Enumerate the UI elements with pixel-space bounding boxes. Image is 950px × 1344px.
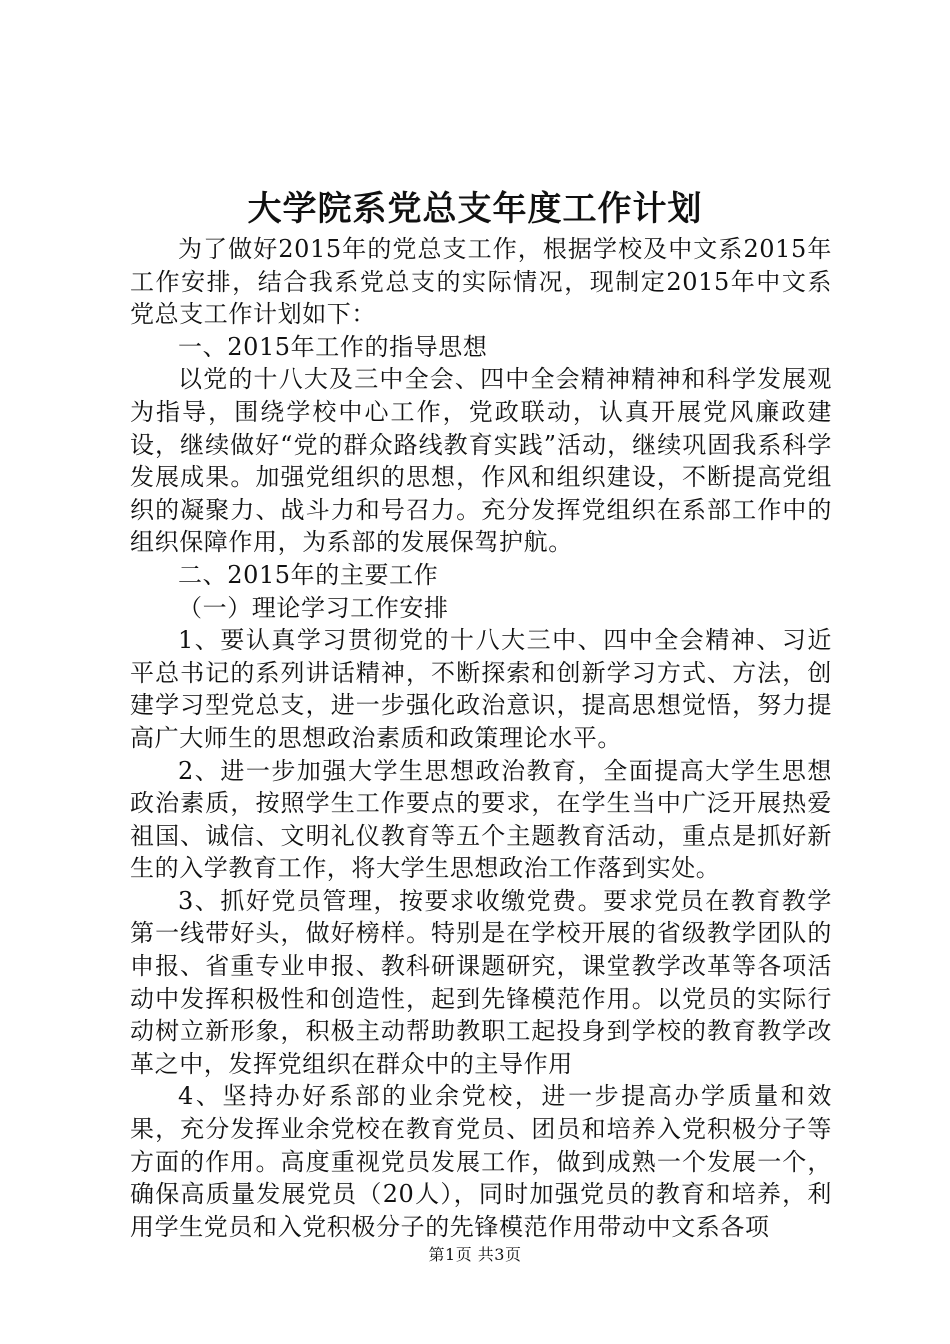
section-heading-guiding-ideology: 一、2015年工作的指导思想 bbox=[178, 332, 488, 361]
document-title: 大学院系党总支年度工作计划 bbox=[247, 189, 703, 229]
page-footer: 第1页 共3页 bbox=[428, 1245, 522, 1264]
subsection-heading-theory-study: （一）理论学习工作安排 bbox=[178, 593, 449, 622]
work-item-paragraph-1: 1、要认真学习贯彻党的十八大三中、四中全会精神、习近平总书记的系列讲话精神，不断探索和创新学习方式、方法，创建学习型党总支，进一步强化政治意识，提高思想觉悟，努力提高广大师生的思想政治素质和政策理论水平。 bbox=[130, 626, 832, 752]
section-heading-main-work: 二、2015年的主要工作 bbox=[178, 560, 439, 589]
work-item-paragraph-4: 4、坚持办好系部的业余党校，进一步提高办学质量和效果，充分发挥业余党校在教育党员、团员和培养入党积极分子等方面的作用。高度重视党员发展工作，做到成熟一个发展一个，确保高质量发展党员（20人），同时加强党员的教育和培养，利用学生党员和入党积极分子的先锋模范作用带动中文系各项 bbox=[130, 1082, 832, 1241]
intro-paragraph: 为了做好2015年的党总支工作，根据学校及中文系2015年工作安排，结合我系党总支的实际情况，现制定2015年中文系党总支工作计划如下： bbox=[130, 235, 832, 329]
document-body bbox=[130, 233, 832, 1243]
guiding-ideology-paragraph: 以党的十八大及三中全会、四中全会精神精神和科学发展观为指导，围绕学校中心工作，党政联动，认真开展党风廉政建设，继续做好“党的群众路线教育实践”活动，继续巩固我系科学发展成果。加强党组织的思想，作风和组织建设，不断提高党组织的凝聚力、战斗力和号召力。充分发挥党组织在系部工作中的组织保障作用，为系部的发展保驾护航。 bbox=[130, 365, 832, 557]
work-item-paragraph-2: 2、进一步加强大学生思想政治教育，全面提高大学生思想政治素质，按照学生工作要点的要求，在学生当中广泛开展热爱祖国、诚信、文明礼仪教育等五个主题教育活动，重点是抓好新生的入学教育工作，将大学生思想政治工作落到实处。 bbox=[130, 756, 832, 883]
work-item-paragraph-3: 3、抓好党员管理，按要求收缴党费。要求党员在教育教学第一线带好头，做好榜样。特别是在学校开展的省级教学团队的申报、省重专业申报、教科研课题研究，课堂教学改革等各项活动中发挥积极性和创造性，起到先锋模范作用。以党员的实际行动树立新形象，积极主动帮助教职工起投身到学校的教育教学改革之中，发挥党组织在群众中的主导作用 bbox=[130, 886, 832, 1078]
